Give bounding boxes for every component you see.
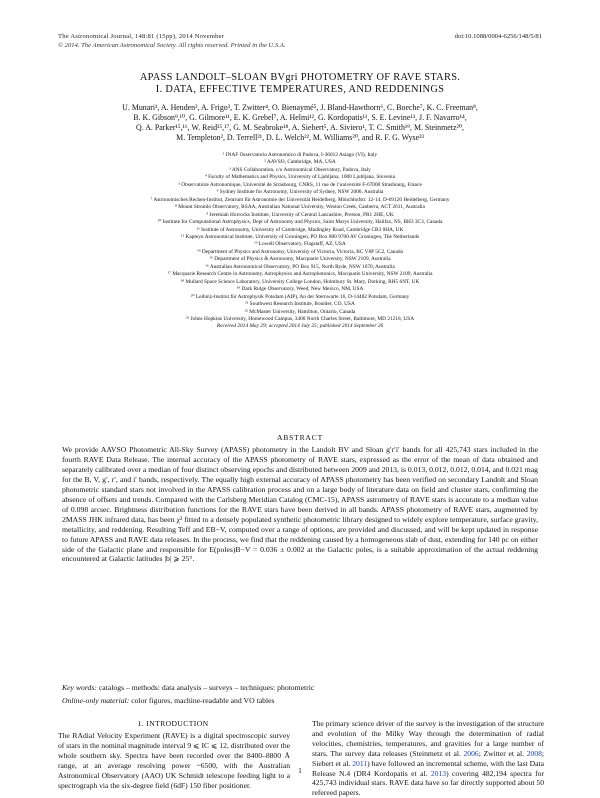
authors-line-2: B. K. Gibson⁹,¹⁰, G. Gilmore¹¹, E. K. Grebel⁷, A. Helmi¹², G. Kordopatis¹¹, S. E. Levine¹³, J. F. Navarro¹⁴, xyxy=(133,113,467,122)
intro-right-text-c: ; Siebert et al. xyxy=(312,748,544,768)
copyright-notice: © 2014. The American Astronomical Society. All rights reserved. Printed in the U.S.A. xyxy=(58,42,286,49)
received-dates: Received 2014 May 29; accepted 2014 July 25; published 2014 September 26 xyxy=(216,323,384,330)
affiliation-11: ¹¹ Institute of Astronomy, University of Cambridge, Madingley Road, Cambridge CB3 0HA, UK xyxy=(196,226,404,233)
author-list xyxy=(55,103,545,143)
affiliation-1: ¹ INAF Osservatorio Astronomico di Padova, I-36012 Asiago (VI), Italy xyxy=(222,152,378,158)
intro-right-text-e: ) covering 482,194 spectra for 425,743 individual stars. RAVE data have so far directly supported about 50 refereed papers. xyxy=(312,768,544,798)
online-material-text: color figures, machine-readable and VO tables xyxy=(131,696,275,705)
keywords-text: catalogs – methods: data analysis – surveys – techniques: photometric xyxy=(98,683,315,692)
introduction-heading: 1. INTRODUCTION xyxy=(137,719,209,728)
affiliation-18: ¹⁸ Mullard Space Science Laboratory, University College London, Holmbury St. Mary, Dorking, RH5 6NT, UK xyxy=(180,278,420,285)
affiliation-4: ⁴ Faculty of Mathematics and Physics, University of Ljubljana, 1000 Ljubljana, Slovenia xyxy=(204,174,396,181)
affiliation-20: ²⁰ Leibniz-Institut für Astrophysik Potsdam (AIP), An der Sternwarte 16, D-14482 Potsdam, Germany xyxy=(190,293,410,300)
affiliation-9: ⁹ Jeremiah Horrocks Institute, University of Central Lancashire, Preston, PR1 2HE, UK xyxy=(206,211,394,218)
intro-left-column: The RAdial Velocity Experiment (RAVE) is a digital spectroscopic survey of stars in the nominal magnitude interval 9 ⩽ IC ⩽ 12, distributed over the whole southern sky. Spectra have been recorded over the 8400–8800 Å range, at an average resolving power ~6500, with the Australian Astronomical Observatory (AAO) UK Schmidt telescope feeding light to a spectrograph via the six-degree field (6dF) 150 fiber positioner. xyxy=(58,731,290,790)
abstract-text: We provide AAVSO Photometric All-Sky Survey (APASS) photometry in the Landolt BV and Sloan g′r′i′ bands for all 425,743 stars included in the fourth RAVE Data Release. The internal accuracy of the APASS photometry of RAVE stars, expressed as the error of the mean of data obtained and separately calibrated over a median of four distinct observing epochs and distributed between 2009 and 2013, is 0.013, 0.012, 0.012, 0.014, and 0.021 mag for the B, V, g′, r′, and i′ bands, respectively. The equally high external accuracy of APASS photometry has been verified on secondary Landolt and Sloan photometric standard stars not involved in the APASS calibration process and on a large body of literature data on field and cluster stars, confirming the absence of offsets and trends. Compared with the Carlsberg Meridian Catalog (CMC-15), APASS astrometry of RAVE stars is accurate to a median value of 0.098 arcsec. Brightness distribution functions for the RAVE stars have been derived in all bands. APASS photometry of RAVE stars, augmented by 2MASS JHK infrared data, has been χ² fitted to a densely populated synthetic photometric library designed to widely explore temperature, surface gravity, metallicity, and reddening. Resulting Teff and EB−V, computed over a range of options, are provided and discussed, and will be kept updated in response to future APASS and RAVE data releases. In the process, we find that the reddening caused by a homogeneous slab of dust, extending for 140 pc on either side of the Galactic plane and responsible for E(poles)B−V = 0.036 ± 0.002 at the Galactic poles, is a suitable approximation of the actual reddening encountered at Galactic latitudes |b| ⩾ 25°. xyxy=(62,445,538,564)
affiliation-15: ¹⁵ Department of Physics & Astronomy, Macquarie University, NSW 2109, Australia xyxy=(209,256,391,263)
citation-siebert-2011[interactable]: 2011 xyxy=(352,758,368,768)
affiliation-7: ⁷ Astronomisches Rechen-Institut, Zentrum für Astronomie der Universität Heidelberg, Mönchhofstr. 12-14, D-69120 Heidelberg, Germany xyxy=(150,196,450,203)
intro-right-column xyxy=(312,719,544,798)
citation-zwitter-2008[interactable]: 2008 xyxy=(526,748,542,758)
authors-line-4: M. Templeton², D. Terrell²¹, D. L. Welch²², M. Williams²⁰, and R. F. G. Wyse²³ xyxy=(176,133,424,142)
authors-line-3: Q. A. Parker¹⁵,¹⁶, W. Reid¹⁵,¹⁷, G. M. Seabroke¹⁸, A. Siebert⁵, A. Siviero¹, T. C. Smith¹⁹, M. Steinmetz²⁰, xyxy=(136,123,464,132)
affiliation-5: ⁵ Observatoire Astronomique, Université de Strasbourg, CNRS, 11 rue de l’université F-67000 Strasbourg, France xyxy=(178,181,422,188)
title-line-2: I. DATA, EFFECTIVE TEMPERATURES, AND REDDENINGS xyxy=(155,83,445,95)
intro-right-text-a: The primary science driver of the survey is the investigation of the structure and evolution of the Milky Way through the determination of radial velocities, chemistries, temperatures, and gravities for a large number of stars. The survey data releases (Steinmetz et al. xyxy=(312,719,544,758)
keywords xyxy=(62,683,538,693)
keywords-label: Key words: xyxy=(62,683,97,692)
abstract-heading: ABSTRACT xyxy=(276,433,324,442)
affiliation-23: ²³ Johns Hopkins University, Homewood Campus, 3400 North Charles Street, Baltimore, MD 21218, USA xyxy=(185,315,415,322)
affiliation-12: ¹² Kapteyn Astronomical Institute, University of Groningen, PO Box 800 9700 AV Groningen, The Netherlands xyxy=(180,233,420,240)
citation-steinmetz-2006[interactable]: 2006 xyxy=(463,748,479,758)
online-material-label: Online-only material: xyxy=(62,696,130,705)
affiliation-8: ⁸ Mount Stromlo Observatory, RSAA, Australian National University, Weston Creek, Canberra, ACT 2611, Australia xyxy=(175,204,425,211)
citation-kordopatis-2013[interactable]: 2013 xyxy=(430,768,447,778)
affiliation-3: ³ ANS Collaboration, c/o Astronomical Observatory, Padova, Italy xyxy=(229,166,371,173)
journal-header: The Astronomical Journal, 148:81 (15pp), 2014 November xyxy=(58,33,225,40)
affiliations xyxy=(40,152,560,331)
affiliation-22: ²² McMaster University, Hamilton, Ontario, Canada xyxy=(244,308,356,315)
affiliation-16: ¹⁶ Australian Astronomical Observatory, PO Box 915, North Ryde, NSW 1670, Australia xyxy=(205,263,395,270)
intro-right-text-b: ; Zwitter et al. xyxy=(478,748,527,758)
affiliation-19: ¹⁹ Dark Ridge Observatory, Weed, New Mexico, NM, USA xyxy=(236,286,364,293)
paper-title xyxy=(40,72,560,95)
affiliation-14: ¹⁴ Department of Physics and Astronomy, University of Victoria, Victoria, BC V8P 5C2, Canada xyxy=(197,248,403,255)
affiliation-21: ²¹ Southwest Research Institute, Boulder, CO, USA xyxy=(245,301,355,308)
affiliation-17: ¹⁷ Macquarie Research Centre in Astronomy, Astrophysics and Astrophotonics, Macquarie University, NSW 2109, Australia xyxy=(167,271,433,278)
doi-link[interactable]: doi:10.1088/0004-6256/148/5/81 xyxy=(454,33,542,40)
page-number: 1 xyxy=(298,766,302,775)
affiliation-6: ⁶ Sydney Institute for Astronomy, University of Sydney, NSW 2006, Australia xyxy=(216,189,384,196)
affiliation-2: ² AAVSO, Cambridge, MA, USA xyxy=(264,159,336,166)
authors-line-1: U. Munari¹, A. Henden², A. Frigo³, T. Zwitter⁴, O. Bienaymé⁵, J. Bland-Hawthorn⁶, C. Boeche⁷, K. C. Freeman⁸, xyxy=(122,103,478,112)
intro-right-text-d: ) have followed an incremental scheme, with the last Data Release N.4 (DR4 Kordopatis et al. xyxy=(312,758,544,778)
affiliation-10: ¹⁰ Institute for Computational Astrophysics, Dept of Astronomy and Physics, Saint Marys University, Halifax, NS, BH3 3C3, Canada xyxy=(157,219,443,226)
online-material xyxy=(62,696,538,706)
title-line-1: APASS LANDOLT–SLOAN BVgri PHOTOMETRY OF RAVE STARS. xyxy=(139,72,461,83)
affiliation-13: ¹³ Lowell Observatory, Flagstaff, AZ, USA xyxy=(254,241,346,248)
